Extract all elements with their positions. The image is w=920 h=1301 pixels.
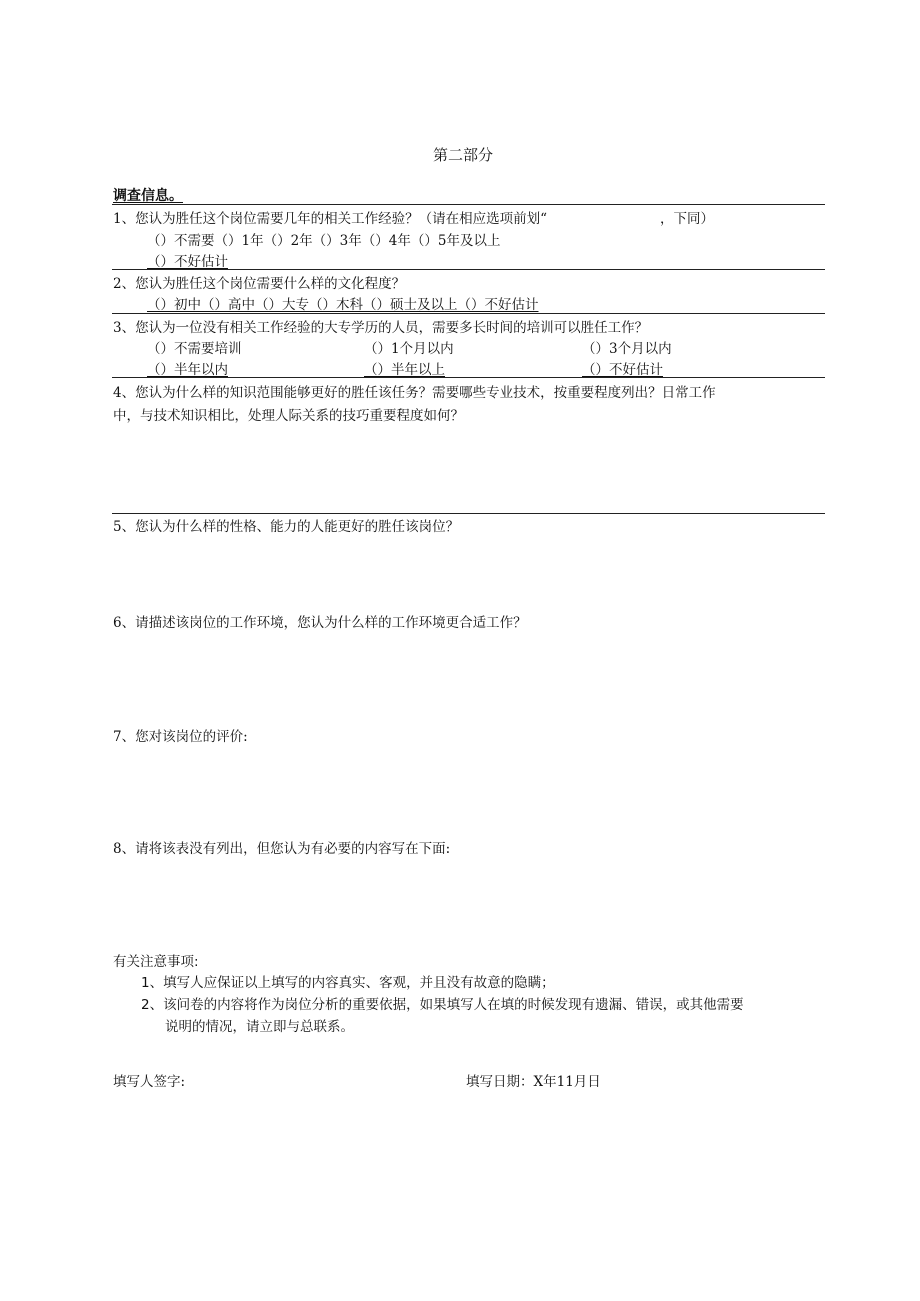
divider <box>112 204 825 205</box>
section-heading: 调查信息。 <box>113 188 183 204</box>
question-4-line1: 4、您认为什么样的知识范围能够更好的胜任该任务？需要哪些专业技术，按重要程度列出？日常工作 <box>113 385 716 401</box>
question-3-option[interactable]: （）半年以内 <box>147 362 228 378</box>
divider <box>112 513 825 514</box>
divider <box>112 377 825 378</box>
signature-label: 填写人签字: <box>113 1074 186 1090</box>
question-3-option[interactable]: （）不好估计 <box>582 362 663 378</box>
question-1: 1、您认为胜任这个岗位需要几年的相关工作经验？（请在相应选项前划“ <box>113 211 547 227</box>
question-6: 6、请描述该岗位的工作环境，您认为什么样的工作环境更合适工作？ <box>113 615 527 631</box>
divider <box>112 269 825 270</box>
notes-heading: 有关注意事项: <box>113 954 199 970</box>
question-3-option[interactable]: （）不需要培训 <box>147 341 242 357</box>
date-label: 填写日期：X年11月日 <box>466 1074 601 1090</box>
notes-item-2-line1: 2、该问卷的内容将作为岗位分析的重要依据，如果填写人在填的时候发现有遗漏、错误，或其他需要 <box>141 997 744 1013</box>
question-3: 3、您认为一位没有相关工作经验的大专学历的人员，需要多长时间的培训可以胜任工作？ <box>113 320 649 336</box>
question-1-tail: ，下同） <box>660 211 714 227</box>
divider <box>112 313 825 314</box>
question-3-option[interactable]: （）半年以上 <box>364 362 445 378</box>
notes-item-2-line2: 说明的情况，请立即与总联系。 <box>165 1019 354 1035</box>
notes-item-1: 1、填写人应保证以上填写的内容真实、客观，并且没有故意的隐瞒； <box>141 975 555 991</box>
question-2-options[interactable]: （）初中（）高中（）大专（）木科（）硕士及以上（）不好估计 <box>147 297 539 313</box>
question-5: 5、您认为什么样的性格、能力的人能更好的胜任该岗位？ <box>113 519 460 535</box>
question-1-option-unknown[interactable]: （）不好估计 <box>147 254 228 270</box>
question-4-line2: 中，与技术知识相比，处理人际关系的技巧重要程度如何？ <box>113 408 464 424</box>
question-2: 2、您认为胜任这个岗位需要什么样的文化程度？ <box>113 276 406 292</box>
question-3-option[interactable]: （）1个月以内 <box>364 341 454 357</box>
question-1-options[interactable]: （）不需要（）1年（）2年（）3年（）4年（）5年及以上 <box>147 233 501 249</box>
page-title: 第二部分 <box>433 146 494 164</box>
question-3-option[interactable]: （）3个月以内 <box>582 341 672 357</box>
question-7: 7、您对该岗位的评价: <box>113 729 248 745</box>
question-8: 8、请将该表没有列出，但您认为有必要的内容写在下面: <box>113 841 451 857</box>
